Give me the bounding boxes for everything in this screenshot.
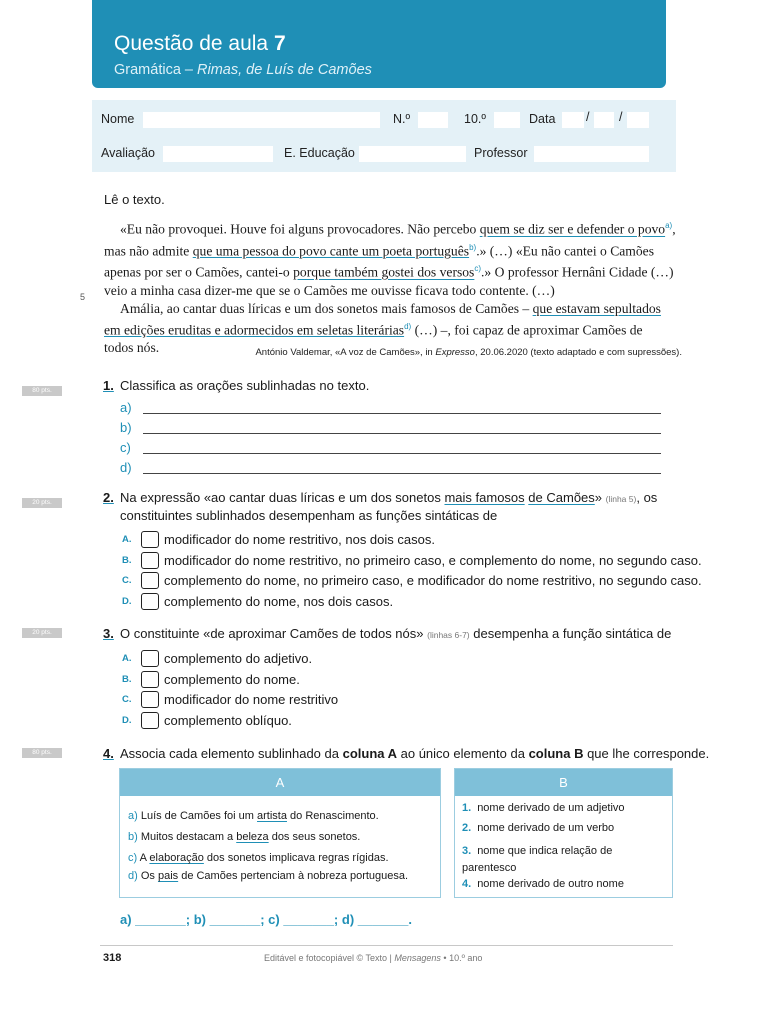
- checkbox[interactable]: [141, 671, 159, 688]
- question-text: constituintes sublinhados desempenham as funções sintáticas de: [120, 508, 498, 523]
- checkbox[interactable]: [141, 531, 159, 548]
- text-line: veio a minha casa dizer-me que se o Camões me ouvisse ficava todo contente. (…): [104, 282, 555, 298]
- text-line: apenas por ser o Camões, cantei-o porque também gostei dos versos$^{c)}$.» O professor Hernâni Cidade (…): [104, 264, 674, 280]
- text-line: todos nós.: [104, 340, 160, 356]
- question-number: 2.: [103, 490, 114, 505]
- answer-label: a): [120, 400, 132, 415]
- points-badge: 80 pts.: [22, 386, 62, 396]
- column-b-item: 4. nome derivado de outro nome: [462, 878, 624, 890]
- answer-label: c): [120, 440, 131, 455]
- data-label: Data: [529, 112, 556, 126]
- column-b-header: B: [455, 769, 672, 796]
- text-line: em edições eruditas e adormecidos em seletas literárias$^{d)}$ (…) –, foi capaz de aproximar Camões de: [104, 321, 643, 338]
- answer-line-c[interactable]: [143, 452, 661, 454]
- answer-label: d): [120, 460, 132, 475]
- footer-divider: [100, 945, 673, 946]
- page-number: 318: [103, 952, 122, 964]
- page-title: Questão de aula 7: [114, 32, 286, 55]
- page-subtitle: Gramática – Rimas, de Luís de Camões: [114, 62, 372, 78]
- column-b-item: 3. nome que indica relação de parentesco: [462, 845, 613, 874]
- source-citation: António Valdemar, «A voz de Camões», in Expresso, 20.06.2020 (texto adaptado e com supressões).: [255, 347, 682, 358]
- nome-field[interactable]: [143, 112, 380, 128]
- checkbox[interactable]: [141, 572, 159, 589]
- avaliacao-field[interactable]: [163, 146, 273, 162]
- professor-label: Professor: [474, 146, 528, 160]
- question-number: 3.: [103, 626, 114, 641]
- points-badge: 20 pts.: [22, 628, 62, 638]
- checkbox[interactable]: [141, 650, 159, 667]
- professor-field[interactable]: [534, 146, 649, 162]
- text-line: mas não admite que uma pessoa do povo cante um poeta português$^{b)}$.» (…) «Eu não cantei o Camões: [104, 242, 654, 259]
- column-a: [119, 768, 441, 898]
- question-text: Associa cada elemento sublinhado da coluna A ao único elemento da coluna B que lhe corresponde.: [120, 746, 710, 761]
- identification-box: [92, 100, 676, 172]
- nome-label: Nome: [101, 112, 135, 126]
- date-separator: /: [586, 110, 590, 124]
- date-day-field[interactable]: [562, 112, 584, 128]
- question-text: O constituinte «de aproximar Camões de todos nós» (linhas 6-7) desempenha a função sintática de: [120, 626, 672, 641]
- footer-text: Editável e fotocopiável © Texto | Mensagens • 10.º ano: [264, 953, 483, 963]
- educacao-label: E. Educação: [284, 146, 355, 160]
- question-text: Classifica as orações sublinhadas no texto.: [120, 378, 370, 393]
- points-badge: 20 pts.: [22, 498, 62, 508]
- checkbox[interactable]: [141, 552, 159, 569]
- date-month-field[interactable]: [594, 112, 614, 128]
- question-text: Na expressão «ao cantar duas líricas e um dos sonetos mais famosos de Camões» (linha 5), os: [120, 490, 658, 505]
- question-number: 1.: [103, 378, 114, 393]
- line-number: 5: [80, 292, 86, 302]
- date-separator: /: [619, 110, 623, 124]
- column-a-item: a) Luís de Camões foi um artista do Renascimento.: [128, 810, 379, 822]
- column-a-item: b) Muitos destacam a beleza dos seus sonetos.: [128, 831, 361, 843]
- column-a-header: A: [120, 769, 440, 796]
- turma-field[interactable]: [494, 112, 520, 128]
- numero-field[interactable]: [418, 112, 448, 128]
- reading-text: [104, 217, 684, 357]
- question-number: 4.: [103, 746, 114, 761]
- column-a-item: c) A elaboração dos sonetos implicava regras rígidas.: [128, 852, 389, 864]
- text-line: «Eu não provoquei. Houve foi alguns provocadores. Não percebo quem se diz ser e defender o povo$^{a)}$,: [120, 221, 676, 237]
- answer-line-b[interactable]: [143, 432, 661, 434]
- column-b-item: 1. nome derivado de um adjetivo: [462, 802, 625, 814]
- association-answer-line[interactable]: a) _______; b) _______; c) _______; d) _______.: [120, 912, 412, 927]
- checkbox[interactable]: [141, 712, 159, 729]
- date-year-field[interactable]: [627, 112, 649, 128]
- title-banner: [92, 0, 666, 88]
- ano-label: 10.º: [464, 112, 486, 126]
- points-badge: 80 pts.: [22, 748, 62, 758]
- column-a-item: d) Os pais de Camões pertenciam à nobreza portuguesa.: [128, 870, 409, 882]
- column-b-item: 2. nome derivado de um verbo: [462, 822, 615, 834]
- instruction: Lê o texto.: [104, 192, 165, 207]
- checkbox[interactable]: [141, 593, 159, 610]
- answer-line-d[interactable]: [143, 472, 661, 474]
- text-line: Amália, ao cantar duas líricas e um dos sonetos mais famosos de Camões – que estavam sepultados: [120, 300, 661, 316]
- avaliacao-label: Avaliação: [101, 146, 155, 160]
- answer-label: b): [120, 420, 132, 435]
- column-b: [454, 768, 673, 898]
- checkbox[interactable]: [141, 691, 159, 708]
- answer-line-a[interactable]: [143, 412, 661, 414]
- numero-label: N.º: [393, 112, 411, 126]
- educacao-field[interactable]: [359, 146, 466, 162]
